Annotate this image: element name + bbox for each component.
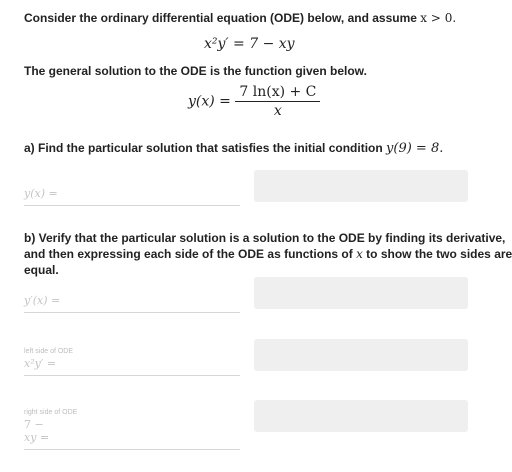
fraction-numerator: 7 ln(x) + C bbox=[235, 83, 320, 102]
right-side-label: right side of ODE bbox=[24, 409, 78, 416]
part-b-line2-b: to show the two sides are bbox=[362, 247, 512, 261]
general-solution-lhs: y(x) = bbox=[188, 93, 231, 110]
particular-solution-feedback-box bbox=[254, 170, 468, 202]
part-b-line1: b) Verify that the particular solution is a solution to the ODE by finding its derivative, bbox=[24, 231, 506, 245]
general-solution-fraction bbox=[235, 83, 320, 120]
part-a-prompt bbox=[24, 140, 443, 157]
part-b-line2 bbox=[24, 246, 512, 262]
ode-equation: x²y′ = 7 − xy bbox=[204, 36, 295, 52]
part-a-condition: y(9) = 8. bbox=[386, 141, 444, 156]
part-b-line2-var: x bbox=[356, 247, 363, 261]
intro-text bbox=[24, 10, 456, 26]
derivative-feedback-box bbox=[254, 277, 468, 309]
fraction-denominator: x bbox=[273, 103, 282, 119]
part-b-line2-a: and then expressing each side of the ODE as functions of bbox=[24, 247, 357, 261]
left-side-input[interactable]: x²y′ = bbox=[24, 353, 240, 376]
intro-condition: x > 0. bbox=[420, 11, 457, 25]
part-b-line3: equal. bbox=[24, 263, 59, 277]
part-a-text: a) Find the particular solution that satisfies the initial condition bbox=[24, 141, 387, 155]
left-side-label: left side of ODE bbox=[24, 348, 74, 355]
derivative-input[interactable]: y′(x) = bbox=[24, 290, 240, 313]
intro-sentence: Consider the ordinary differential equation (ODE) below, and assume bbox=[24, 11, 421, 25]
general-solution-intro: The general solution to the ODE is the function given below. bbox=[24, 64, 367, 78]
particular-solution-input[interactable]: y(x) = bbox=[24, 183, 240, 206]
right-side-feedback-box bbox=[254, 400, 468, 432]
general-solution-formula bbox=[188, 83, 320, 120]
right-side-constant: 7 − bbox=[24, 418, 44, 431]
right-side-input[interactable]: xy = bbox=[24, 427, 240, 450]
left-side-feedback-box bbox=[254, 339, 468, 371]
